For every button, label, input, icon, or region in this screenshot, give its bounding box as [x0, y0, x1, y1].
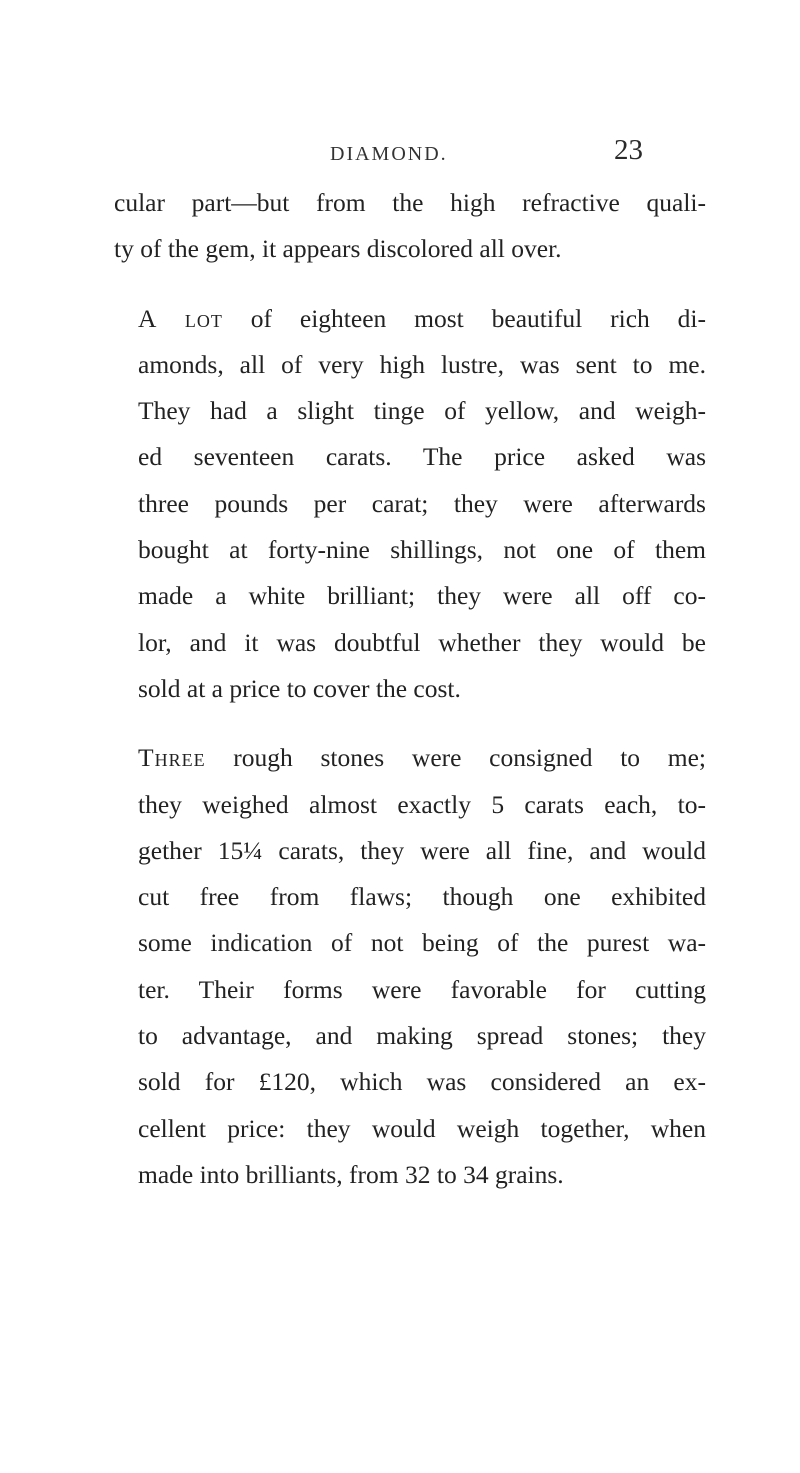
text-line: amonds, all of very high lustre, was sent to me.	[138, 349, 706, 379]
text-line: Three rough stones were consigned to me;	[138, 743, 706, 773]
paragraph-1	[114, 180, 706, 273]
text-line: ed seventeen carats. The price asked was	[138, 442, 706, 472]
paragraph-2	[114, 296, 706, 713]
text-line: gether 15¼ carats, they were all fine, and would	[138, 835, 706, 865]
text-line: some indication of not being of the purest wa-	[138, 928, 706, 958]
paragraph-3	[114, 735, 706, 1198]
text-line: sold at a price to cover the cost.	[138, 673, 461, 703]
text-line: they weighed almost exactly 5 carats each, to-	[138, 789, 706, 819]
text-line: to advantage, and making spread stones; they	[138, 1021, 706, 1051]
text-line: made a white brilliant; they were all off co-	[138, 581, 706, 611]
body-text	[114, 180, 706, 1221]
text-line: sold for £120, which was considered an ex-	[138, 1067, 706, 1097]
paragraph-lead-word: A lot	[138, 303, 223, 333]
text-line: ty of the gem, it appears discolored all over.	[114, 234, 562, 264]
text-line: ter. Their forms were favorable for cutting	[138, 974, 706, 1004]
text-line: They had a slight tinge of yellow, and weigh-	[138, 396, 706, 426]
text-line: A lot of eighteen most beautiful rich di-	[138, 303, 707, 333]
text-line: made into brilliants, from 32 to 34 grains.	[138, 1159, 564, 1189]
running-title: DIAMOND.	[330, 143, 448, 165]
page-number: 23	[614, 134, 643, 166]
text-line: cut free from flaws; though one exhibited	[138, 882, 706, 912]
text-line: cular part—but from the high refractive quali-	[114, 188, 706, 217]
paragraph-lead-word: Three	[138, 743, 206, 773]
text-line: cellent price: they would weigh together, when	[138, 1113, 706, 1143]
text-line: lor, and it was doubtful whether they would be	[138, 627, 706, 657]
text-line: bought at forty-nine shillings, not one of them	[138, 535, 706, 565]
text-line: three pounds per carat; they were afterwards	[138, 488, 706, 518]
